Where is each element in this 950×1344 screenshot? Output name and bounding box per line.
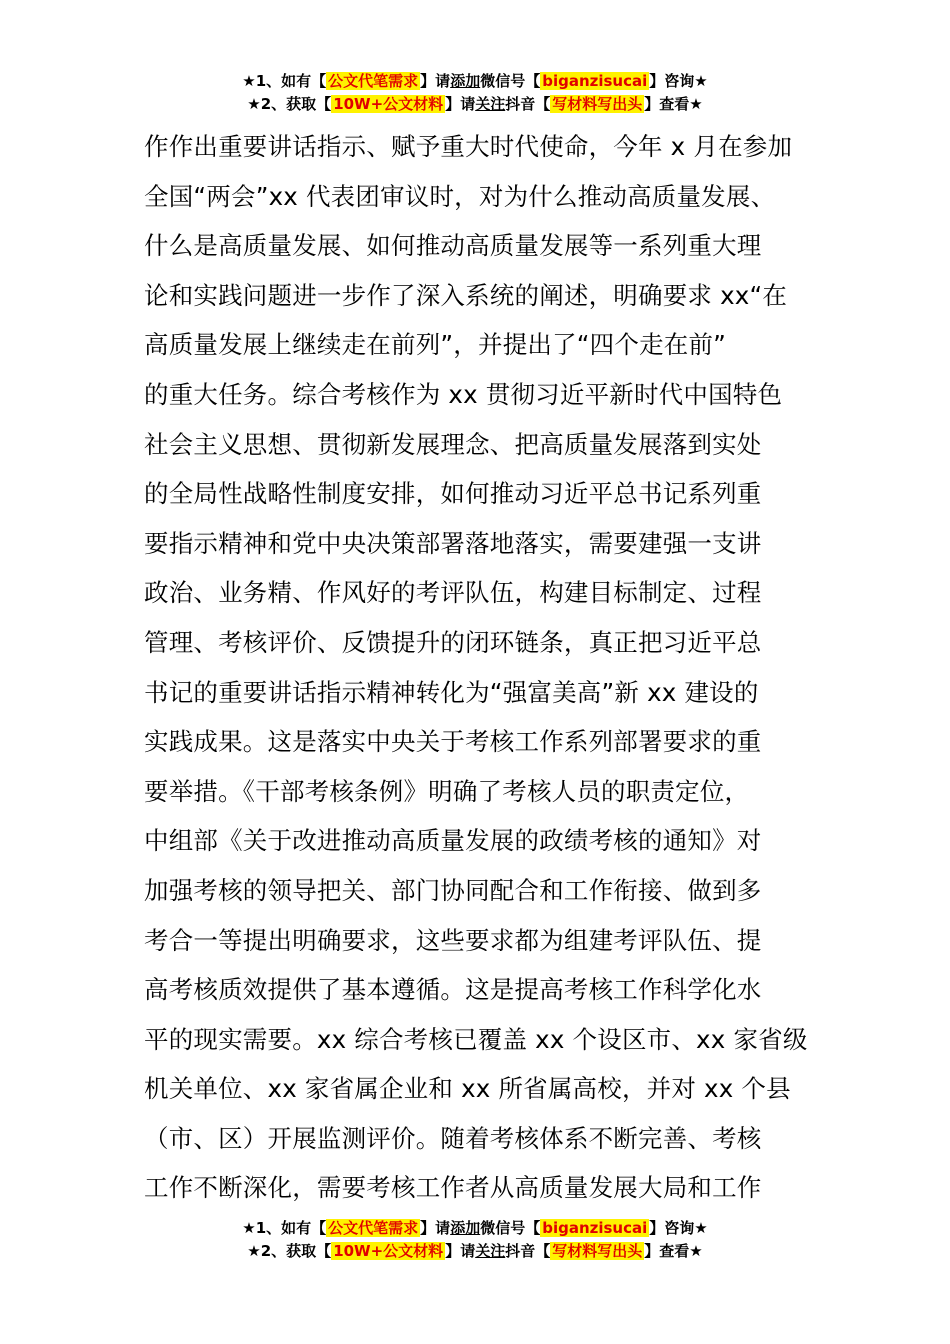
highlight-service: 公文代笔需求 [328, 72, 419, 90]
promo-line-1: ★1、如有【 公文代笔需求 】请添加微信号【 biganzisucai 】咨询★ [242, 72, 708, 90]
top-promo-banner [0, 70, 950, 116]
paragraph-line: 的重大任务。综合考核作为 xx 贯彻习近平新时代中国特色 [144, 379, 783, 409]
paragraph-line: 什么是高质量发展、如何推动高质量发展等一系列重大理 [144, 231, 762, 261]
paragraph-line: 论和实践问题进一步作了深入系统的阐述，明确要求 xx“在 [144, 280, 788, 310]
paragraph-line: 管理、考核评价、反馈提升的闭环链条，真正把习近平总 [144, 627, 762, 657]
paragraph-line: 中组部《关于改进推动高质量发展的政绩考核的通知》对 [144, 826, 762, 856]
paragraph-line: 高考核质效提供了基本遵循。这是提高考核工作科学化水 [144, 975, 762, 1005]
paragraph-line: 加强考核的领导把关、部门协同配合和工作衔接、做到多 [144, 875, 762, 905]
promo-line-2: ★2、获取【 10W+公文材料 】请关注抖音【 写材料写出头 】查看★ [247, 1242, 703, 1260]
paragraph-line: 要指示精神和党中央决策部署落地落实，需要建强一支讲 [144, 528, 762, 558]
paragraph-line: 书记的重要讲话指示精神转化为“强富美高”新 xx 建设的 [144, 677, 759, 707]
paragraph-line: 全国“两会”xx 代表团审议时，对为什么推动高质量发展、 [144, 181, 776, 211]
promo-line-2: ★2、获取【 10W+公文材料 】请关注抖音【 写材料写出头 】查看★ [247, 95, 703, 113]
paragraph-line: 社会主义思想、贯彻新发展理念、把高质量发展落到实处 [144, 429, 762, 459]
paragraph-line: 平的现实需要。xx 综合考核已覆盖 xx 个设区市、xx 家省级 [144, 1024, 808, 1054]
highlight-materials: 10W+公文材料 [333, 1242, 444, 1260]
paragraph-line: 实践成果。这是落实中央关于考核工作系列部署要求的重 [144, 727, 762, 757]
paragraph-line: 高质量发展上继续走在前列”，并提出了“四个走在前” [144, 330, 727, 360]
paragraph-line: 政治、业务精、作风好的考评队伍，构建目标制定、过程 [144, 578, 762, 608]
highlight-wechat-id: biganzisucai [542, 1219, 648, 1237]
bottom-promo-banner [0, 1217, 950, 1263]
paragraph-line: （市、区）开展监测评价。随着考核体系不断完善、考核 [144, 1123, 762, 1153]
highlight-douyin-account: 写材料写出头 [552, 95, 643, 113]
highlight-douyin-account: 写材料写出头 [552, 1242, 643, 1260]
paragraph-line: 要举措。《干部考核条例》明确了考核人员的职责定位， [144, 776, 750, 806]
highlight-service: 公文代笔需求 [328, 1219, 419, 1237]
paragraph-line: 机关单位、xx 家省属企业和 xx 所省属高校，并对 xx 个县 [144, 1074, 791, 1104]
highlight-materials: 10W+公文材料 [333, 95, 444, 113]
paragraph-line: 的全局性战略性制度安排，如何推动习近平总书记系列重 [144, 479, 762, 509]
document-body [144, 122, 824, 1213]
paragraph-line: 考合一等提出明确要求，这些要求都为组建考评队伍、提 [144, 925, 762, 955]
paragraph-line: 工作不断深化，需要考核工作者从高质量发展大局和工作 [144, 1173, 762, 1203]
paragraph-line: 作作出重要讲话指示、赋予重大时代使命，今年 x 月在参加 [144, 132, 793, 161]
promo-line-1: ★1、如有【 公文代笔需求 】请添加微信号【 biganzisucai 】咨询★ [242, 1219, 708, 1237]
highlight-wechat-id: biganzisucai [542, 72, 648, 90]
